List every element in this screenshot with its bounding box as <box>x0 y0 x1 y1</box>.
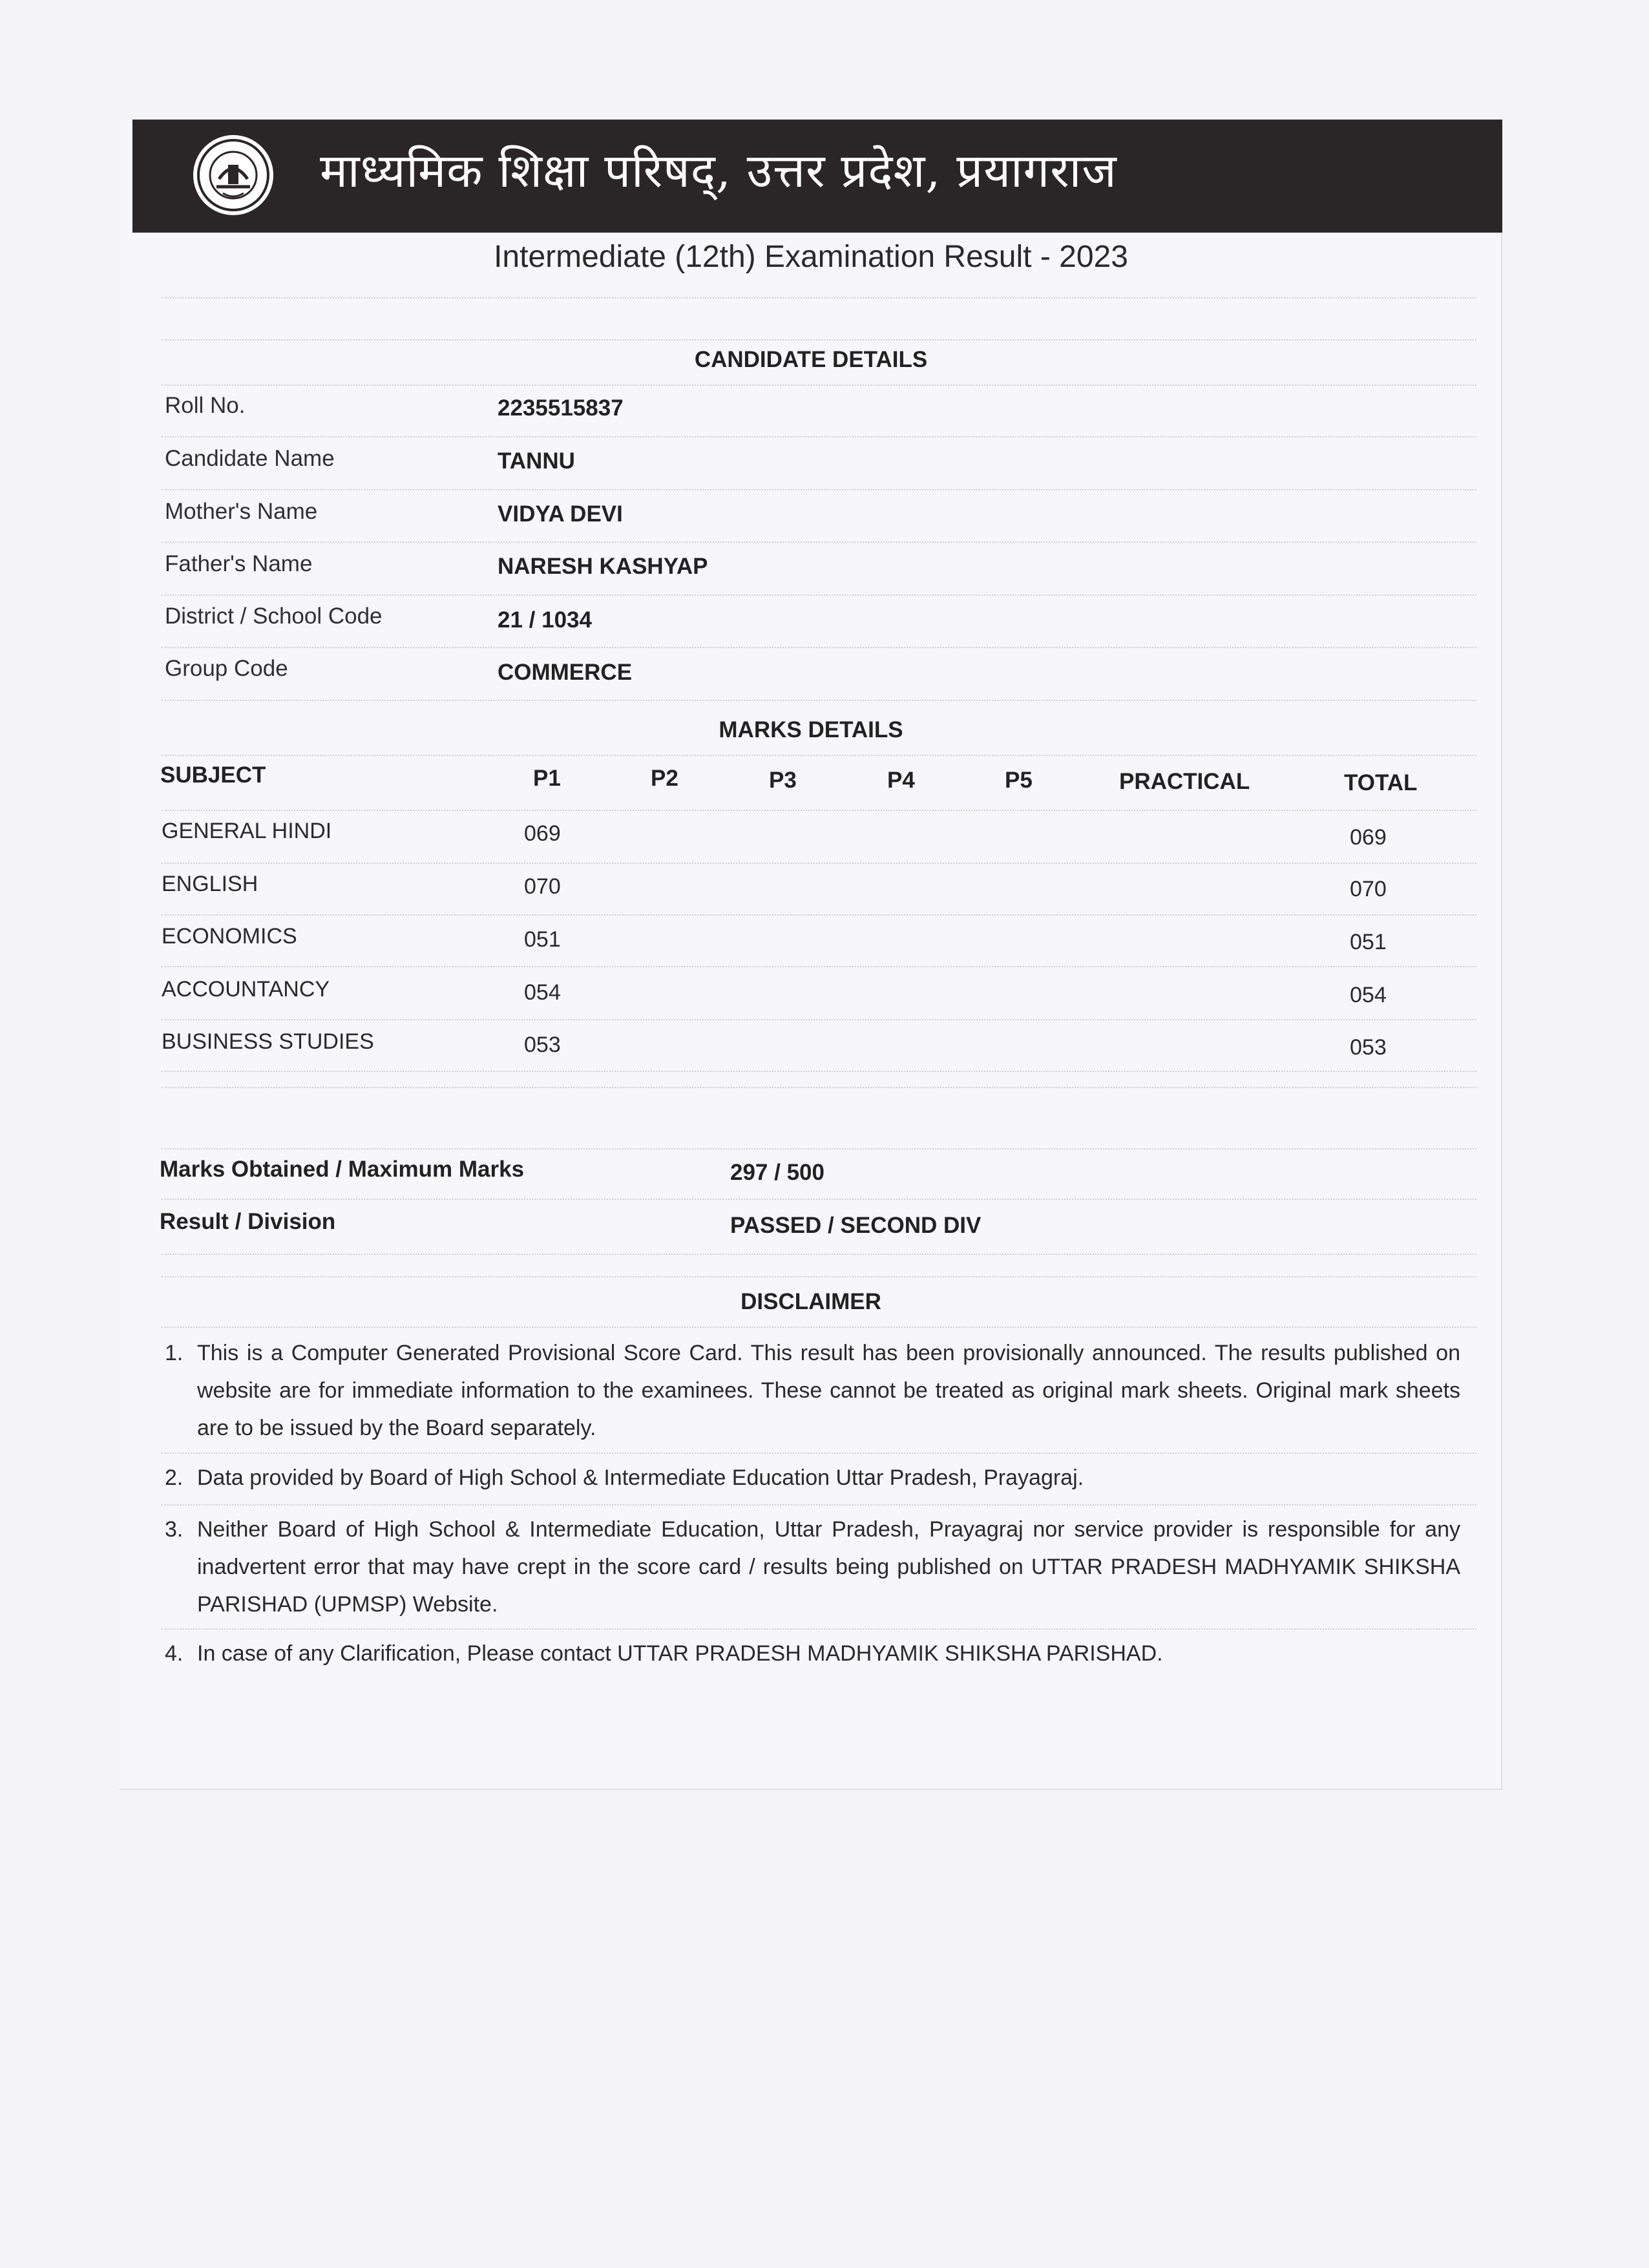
divider <box>162 1199 1476 1200</box>
divider <box>162 1504 1476 1506</box>
disclaimer-item-text: Neither Board of High School & Intermediate Education, Uttar Pradesh, Prayagraj nor service provider is responsible for any inadvertent error that may have crept in the score card / results being published on UTTAR PRADESH MADHYAMIK SHIKSHA PARISHAD (UPMSP) Website. <box>197 1517 1460 1617</box>
table-row-total: 069 <box>1350 825 1387 850</box>
divider <box>162 297 1476 299</box>
divider <box>162 863 1476 864</box>
table-row-subject: ECONOMICS <box>162 924 297 949</box>
disclaimer-item-text: This is a Computer Generated Provisional Score Card. This result has been provisionally announced. The results published on website are for immediate information to the examinees. These cannot be treated as original mark sheets. Original mark sheets are to be issued by the Board separately. <box>197 1341 1460 1440</box>
table-row-p1: 054 <box>524 980 561 1005</box>
divider <box>162 1071 1476 1072</box>
table-row-p1: 053 <box>524 1033 561 1057</box>
divider <box>162 914 1476 916</box>
column-header-practical: PRACTICAL <box>1119 769 1250 794</box>
field-value-district-school-code: 21 / 1034 <box>498 607 592 633</box>
field-label-group-code: Group Code <box>165 656 288 681</box>
divider <box>162 1327 1476 1328</box>
disclaimer-item <box>165 1459 1460 1496</box>
column-header-subject: SUBJECT <box>160 762 266 788</box>
divider <box>162 1628 1476 1630</box>
disclaimer-item-number: 3. <box>165 1517 184 1542</box>
disclaimer-item <box>165 1635 1460 1672</box>
disclaimer-item <box>165 1334 1460 1447</box>
divider <box>162 1019 1476 1020</box>
disclaimer-item <box>165 1511 1460 1623</box>
disclaimer-item-text: Data provided by Board of High School & Intermediate Education Uttar Pradesh, Prayagraj. <box>197 1465 1084 1490</box>
column-header-p1: P1 <box>533 766 561 791</box>
divider <box>162 755 1476 756</box>
field-label-fathers-name: Father's Name <box>165 551 313 576</box>
table-row-subject: ACCOUNTANCY <box>162 977 330 1002</box>
table-row-total: 054 <box>1350 983 1387 1007</box>
field-value-roll-no: 2235515837 <box>498 395 624 421</box>
result-sheet <box>120 120 1502 1790</box>
divider <box>162 339 1476 341</box>
disclaimer-item-number: 2. <box>165 1465 184 1490</box>
marks-details-heading: MARKS DETAILS <box>719 717 903 742</box>
divider <box>162 810 1476 811</box>
field-value-candidate-name: TANNU <box>498 448 575 474</box>
disclaimer-item-text: In case of any Clarification, Please contact UTTAR PRADESH MADHYAMIK SHIKSHA PARISHAD. <box>197 1641 1163 1666</box>
table-row-p1: 069 <box>524 821 561 846</box>
table-row-subject: BUSINESS STUDIES <box>162 1029 374 1054</box>
disclaimer-heading: DISCLAIMER <box>740 1289 881 1314</box>
table-row-total: 051 <box>1350 930 1387 954</box>
field-value-group-code: COMMERCE <box>498 660 633 685</box>
candidate-details-heading: CANDIDATE DETAILS <box>694 347 928 372</box>
table-row-p1: 070 <box>524 874 561 899</box>
result-division-value: PASSED / SECOND DIV <box>730 1213 982 1238</box>
exam-title: Intermediate (12th) Examination Result - 2023 <box>494 240 1128 274</box>
divider <box>162 1087 1476 1088</box>
table-row-p1: 051 <box>524 927 561 952</box>
divider <box>162 436 1476 437</box>
field-label-roll-no: Roll No. <box>165 393 246 418</box>
divider <box>162 647 1476 648</box>
disclaimer-item-number: 4. <box>165 1641 184 1666</box>
table-row-subject: GENERAL HINDI <box>162 819 332 843</box>
divider <box>162 966 1476 967</box>
field-label-district-school-code: District / School Code <box>165 604 383 629</box>
column-header-p4: P4 <box>887 768 915 793</box>
divider <box>162 1148 1476 1150</box>
divider <box>162 700 1476 701</box>
table-row-total: 053 <box>1350 1035 1387 1060</box>
column-header-p5: P5 <box>1005 768 1033 793</box>
divider <box>162 1254 1476 1255</box>
field-label-candidate-name: Candidate Name <box>165 446 335 471</box>
column-header-p3: P3 <box>769 768 797 793</box>
divider <box>162 1276 1476 1277</box>
result-division-label: Result / Division <box>160 1209 336 1234</box>
divider <box>162 384 1476 386</box>
field-value-mothers-name: VIDYA DEVI <box>498 501 623 527</box>
field-value-fathers-name: NARESH KASHYAP <box>498 554 708 579</box>
marks-obtained-label: Marks Obtained / Maximum Marks <box>160 1157 525 1182</box>
disclaimer-item-number: 1. <box>165 1341 184 1365</box>
divider <box>162 1453 1476 1454</box>
divider <box>162 541 1476 543</box>
column-header-total: TOTAL <box>1344 770 1418 795</box>
board-name-title: माध्यमिक शिक्षा परिषद्, उत्तर प्रदेश, प्रयागराज <box>320 143 1117 198</box>
table-row-total: 070 <box>1350 877 1387 901</box>
table-row-subject: ENGLISH <box>162 872 258 896</box>
marks-obtained-value: 297 / 500 <box>730 1160 824 1185</box>
divider <box>162 489 1476 490</box>
column-header-p2: P2 <box>651 766 678 791</box>
field-label-mothers-name: Mother's Name <box>165 499 318 524</box>
board-emblem-logo <box>191 132 276 218</box>
divider <box>162 594 1476 596</box>
header-banner <box>132 120 1502 233</box>
